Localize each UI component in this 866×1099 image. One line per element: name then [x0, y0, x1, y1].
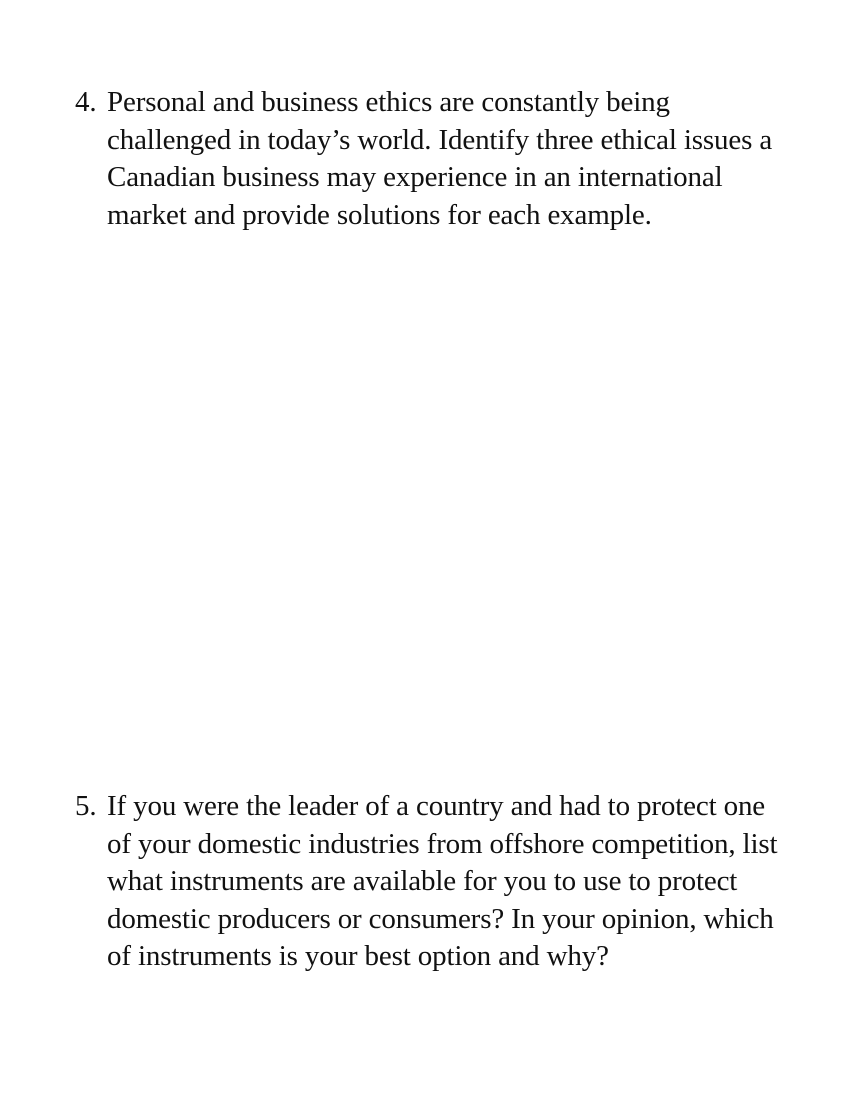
question-text-line: of instruments is your best option and why?: [107, 940, 609, 972]
question-text-line: challenged in today’s world. Identify three ethical issues a: [107, 123, 773, 156]
question-text-line: Personal and business ethics are constantly being: [107, 86, 670, 118]
question-number: 5.: [75, 790, 97, 822]
question-text-line: market and provide solutions for each example.: [107, 198, 652, 231]
question-text-line: domestic producers or consumers? In your opinion, which: [107, 902, 774, 935]
question-text-line: what instruments are available for you to use to protect: [107, 865, 738, 897]
question-text-line: of your domestic industries from offshore competition, list: [107, 827, 778, 860]
question-5: [75, 788, 860, 976]
question-number: 4.: [75, 86, 97, 118]
question-text-line: Canadian business may experience in an international: [107, 161, 723, 193]
question-4: [75, 84, 860, 234]
question-text-line: If you were the leader of a country and had to protect one: [107, 790, 766, 822]
